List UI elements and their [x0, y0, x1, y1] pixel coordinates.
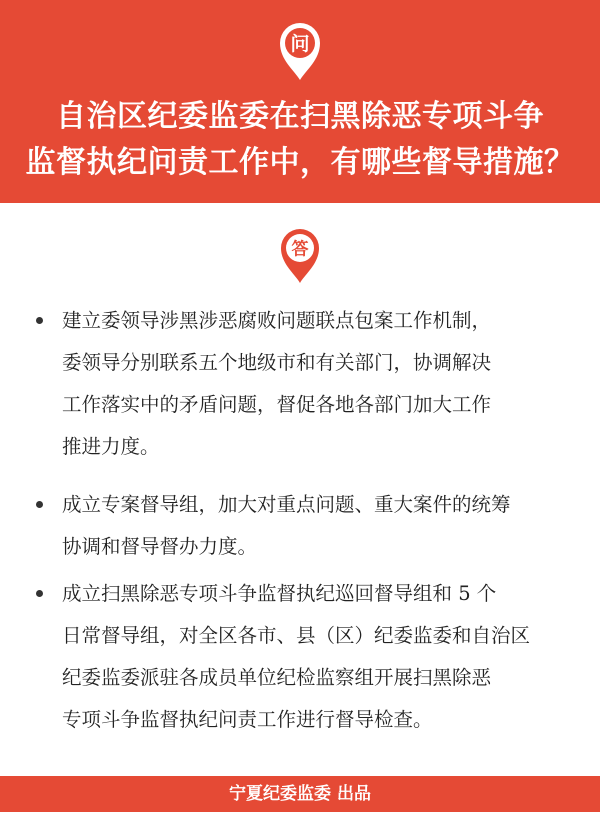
text-line: 委领导分别联系五个地级市和有关部门，协调解决 [62, 351, 492, 374]
question-glyph: 问 [290, 33, 310, 55]
text-line: 协调和督导督办力度。 [62, 535, 258, 558]
header-band [0, 0, 600, 203]
bullet-dot [36, 501, 43, 508]
footer-credit: 宁夏纪委监委 出品 [229, 784, 371, 804]
answer-pin-icon [279, 227, 321, 285]
text-line: 建立委领导涉黑涉恶腐败问题联点包案工作机制， [62, 309, 492, 332]
list-item-text [62, 484, 572, 568]
bullet-dot [36, 317, 43, 324]
title-line: 监督执纪问责工作中，有哪些督导措施？ [25, 145, 575, 180]
text-line: 成立专案督导组，加大对重点问题、重大案件的统筹 [62, 493, 511, 516]
text-line: 工作落实中的矛盾问题，督促各地各部门加大工作 [62, 393, 492, 416]
text-line: 成立扫黑除恶专项斗争监督执纪巡回督导组和 5 个 [62, 582, 497, 605]
answer-glyph: 答 [291, 239, 309, 260]
list-item-text [62, 573, 572, 741]
text-line: 专项斗争监督执纪问责工作进行督导检查。 [62, 708, 433, 731]
title-line: 自治区纪委监委在扫黑除恶专项斗争 [56, 99, 544, 134]
page-title [0, 94, 600, 186]
text-line: 日常督导组，对全区各市、县（区）纪委监委和自治区 [62, 624, 531, 647]
text-line: 推进力度。 [62, 435, 160, 458]
list-item-text [62, 300, 572, 468]
footer-band [0, 776, 600, 812]
question-pin-icon [277, 20, 323, 82]
text-line: 纪委监委派驻各成员单位纪检监察组开展扫黑除恶 [62, 666, 492, 689]
bullet-dot [36, 590, 43, 597]
